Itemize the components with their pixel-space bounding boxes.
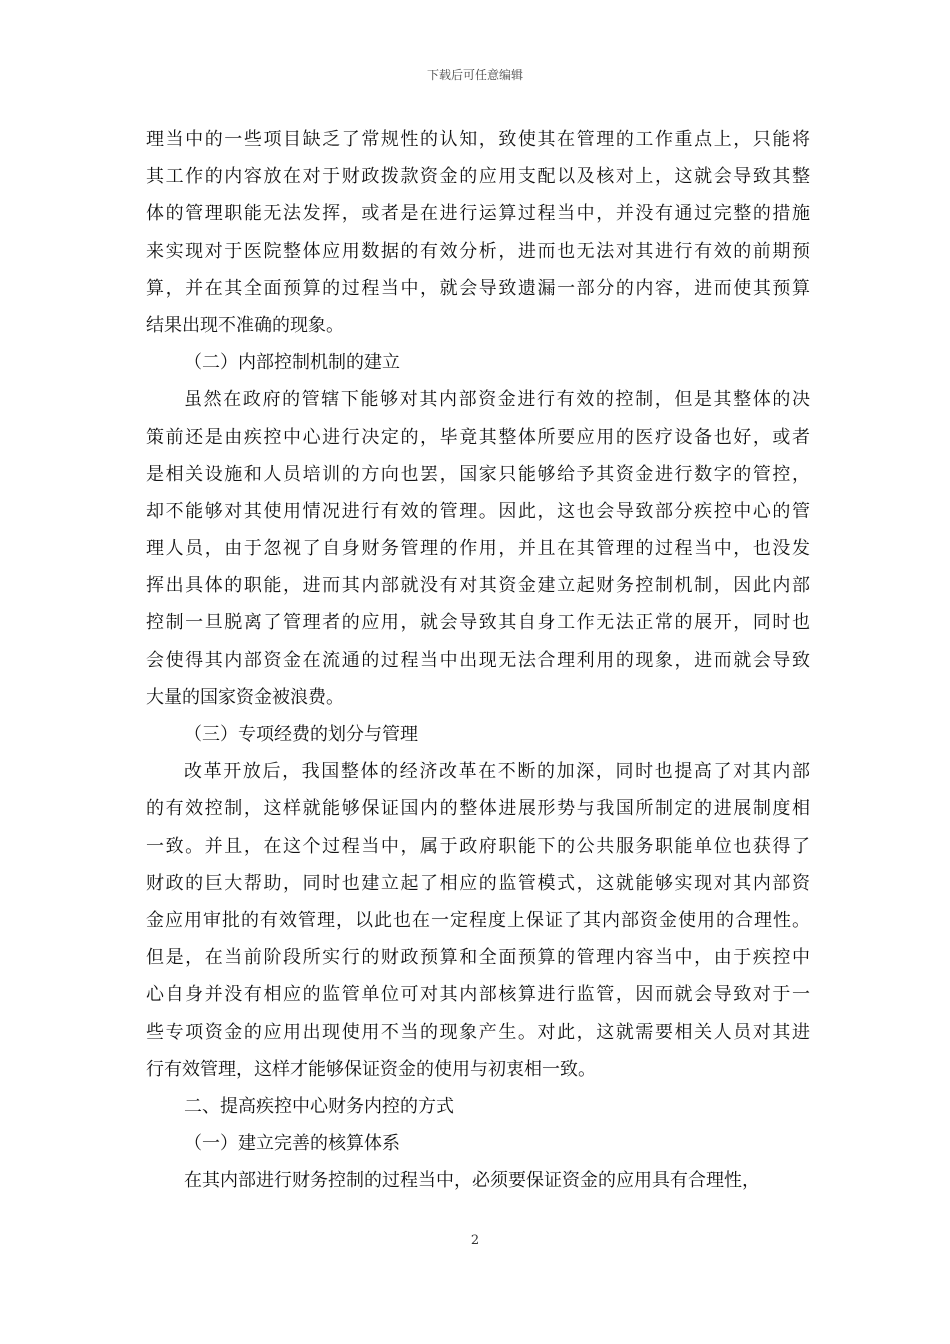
- body-line: 在其内部进行财务控制的过程当中，必须要保证资金的应用具有合理性，: [184, 1170, 760, 1192]
- section-heading: （二）内部控制机制的建立: [184, 352, 400, 374]
- body-line: 是相关设施和人员培训的方向也罢，国家只能够给予其资金进行数字的管控，: [146, 463, 810, 485]
- body-line: 虽然在政府的管辖下能够对其内部资金进行有效的控制，但是其整体的决: [184, 389, 810, 411]
- body-line: 金应用审批的有效管理，以此也在一定程度上保证了其内部资金使用的合理性。: [146, 909, 810, 931]
- document-body: [146, 121, 810, 1199]
- body-line: 结果出现不准确的现象。: [146, 314, 344, 336]
- page-number: 2: [470, 1233, 480, 1248]
- body-line: 但是，在当前阶段所实行的财政预算和全面预算的管理内容当中，由于疾控中: [146, 947, 810, 969]
- body-line: 理人员，由于忽视了自身财务管理的作用，并且在其管理的过程当中，也没发: [146, 538, 810, 560]
- page-header: 下载后可任意编辑: [426, 68, 523, 82]
- body-line: 会使得其内部资金在流通的过程当中出现无法合理利用的现象，进而就会导致: [146, 649, 810, 671]
- body-line: 改革开放后，我国整体的经济改革在不断的加深，同时也提高了对其内部: [184, 761, 810, 783]
- body-line: 理当中的一些项目缺乏了常规性的认知，致使其在管理的工作重点上，只能将: [146, 129, 810, 150]
- body-line: 其工作的内容放在对于财政拨款资金的应用支配以及核对上，这就会导致其整: [146, 166, 810, 188]
- body-line: 的有效控制，这样就能够保证国内的整体进展形势与我国所制定的进展制度相: [146, 798, 810, 820]
- body-line: 来实现对于医院整体应用数据的有效分析，进而也无法对其进行有效的前期预: [146, 240, 810, 262]
- body-line: 控制一旦脱离了管理者的应用，就会导致其自身工作无法正常的展开，同时也: [146, 612, 810, 634]
- body-line: 大量的国家资金被浪费。: [146, 686, 344, 708]
- body-line: 行有效管理，这样才能够保证资金的使用与初衷相一致。: [146, 1058, 596, 1080]
- body-line: 挥出具体的职能，进而其内部就没有对其资金建立起财务控制机制，因此内部: [146, 575, 810, 597]
- body-line: 一致。并且，在这个过程当中，属于政府职能下的公共服务职能单位也获得了: [146, 835, 810, 857]
- section-heading: 二、提高疾控中心财务内控的方式: [184, 1095, 454, 1117]
- body-line: 心自身并没有相应的监管单位可对其内部核算进行监管，因而就会导致对于一: [146, 984, 810, 1006]
- body-line: 却不能够对其使用情况进行有效的管理。因此，这也会导致部分疾控中心的管: [146, 500, 810, 522]
- body-line: 策前还是由疾控中心进行决定的，毕竟其整体所要应用的医疗设备也好，或者: [146, 426, 810, 448]
- body-line: 体的管理职能无法发挥，或者是在进行运算过程当中，并没有通过完整的措施: [146, 203, 810, 225]
- section-heading: （三）专项经费的划分与管理: [184, 724, 418, 745]
- body-line: 财政的巨大帮助，同时也建立起了相应的监管模式，这就能够实现对其内部资: [146, 872, 810, 894]
- body-line: 算，并在其全面预算的过程当中，就会导致遗漏一部分的内容，进而使其预算: [146, 277, 810, 299]
- body-line: 些专项资金的应用出现使用不当的现象产生。对此，这就需要相关人员对其进: [146, 1021, 810, 1043]
- section-heading: （一）建立完善的核算体系: [184, 1133, 400, 1155]
